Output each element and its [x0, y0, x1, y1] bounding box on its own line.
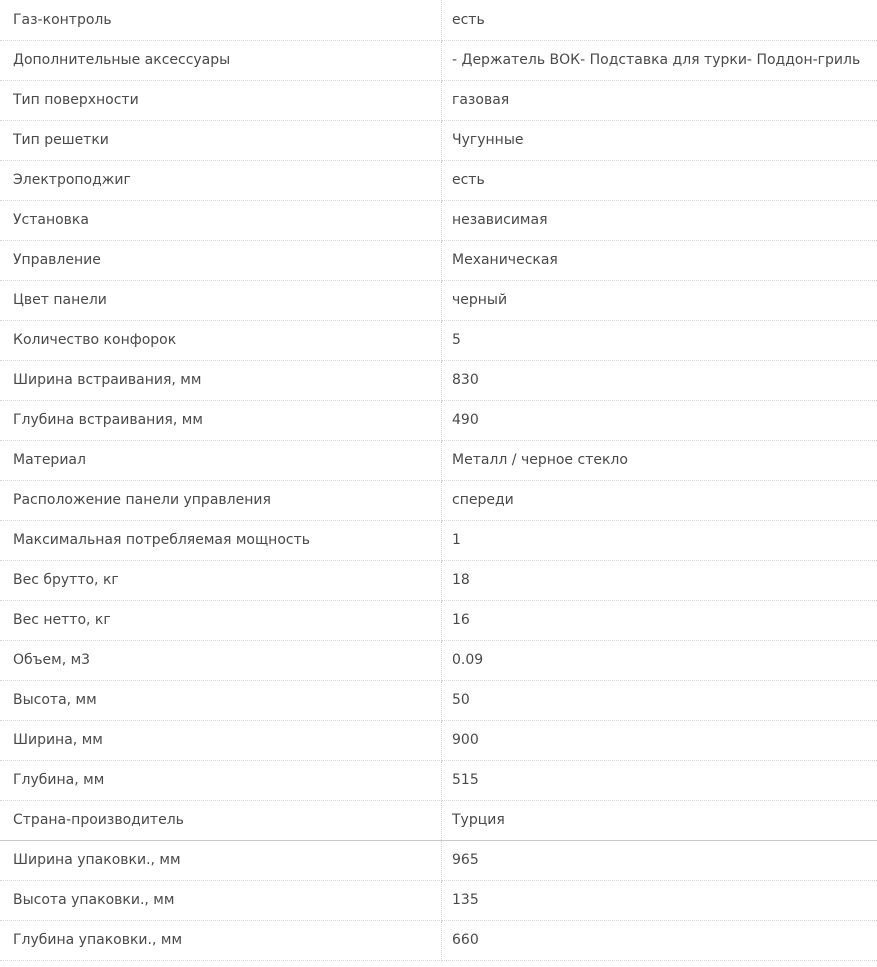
spec-value: 0.09: [442, 640, 877, 680]
spec-label: Материал: [0, 440, 442, 480]
spec-value: спереди: [442, 480, 877, 520]
spec-value: 135: [442, 880, 877, 920]
spec-row-depth: [0, 760, 877, 800]
spec-row-burner-count: [0, 320, 877, 360]
spec-row-gross-weight: [0, 560, 877, 600]
spec-label: Тип решетки: [0, 120, 442, 160]
spec-label: Количество конфорок: [0, 320, 442, 360]
spec-row-grate-type: [0, 120, 877, 160]
spec-value: 830: [442, 360, 877, 400]
spec-row-height: [0, 680, 877, 720]
spec-value: 50: [442, 680, 877, 720]
spec-value: черный: [442, 280, 877, 320]
spec-label: Вес брутто, кг: [0, 560, 442, 600]
spec-label: Глубина встраивания, мм: [0, 400, 442, 440]
spec-value: Чугунные: [442, 120, 877, 160]
spec-label: Расположение панели управления: [0, 480, 442, 520]
spec-value: 965: [442, 840, 877, 880]
spec-label: Максимальная потребляемая мощность: [0, 520, 442, 560]
spec-label: Установка: [0, 200, 442, 240]
spec-value: 16: [442, 600, 877, 640]
spec-row-net-weight: [0, 600, 877, 640]
spec-value: 900: [442, 720, 877, 760]
spec-label: Объем, м3: [0, 640, 442, 680]
spec-row-surface-type: [0, 80, 877, 120]
spec-label: Ширина, мм: [0, 720, 442, 760]
spec-value: есть: [442, 0, 877, 40]
spec-label: Ширина упаковки., мм: [0, 840, 442, 880]
spec-label: Страна-производитель: [0, 800, 442, 840]
spec-label: Цвет панели: [0, 280, 442, 320]
spec-value: Механическая: [442, 240, 877, 280]
spec-value: Металл / черное стекло: [442, 440, 877, 480]
spec-value: независимая: [442, 200, 877, 240]
spec-label: Высота упаковки., мм: [0, 880, 442, 920]
spec-row-control-panel-position: [0, 480, 877, 520]
spec-row-electric-ignition: [0, 160, 877, 200]
spec-row-builtin-depth: [0, 400, 877, 440]
spec-label: Ширина встраивания, мм: [0, 360, 442, 400]
spec-value: Турция: [442, 800, 877, 840]
spec-row-volume: [0, 640, 877, 680]
spec-row-material: [0, 440, 877, 480]
spec-value: 660: [442, 920, 877, 960]
spec-row-country: [0, 800, 877, 840]
spec-value: - Держатель ВОК- Подставка для турки- Поддон-гриль: [442, 40, 877, 80]
spec-row-accessories: [0, 40, 877, 80]
spec-value: есть: [442, 160, 877, 200]
spec-label: Электроподжиг: [0, 160, 442, 200]
spec-row-gas-control: [0, 0, 877, 40]
spec-row-package-height: [0, 880, 877, 920]
spec-label: Дополнительные аксессуары: [0, 40, 442, 80]
spec-value: 1: [442, 520, 877, 560]
spec-row-package-depth: [0, 920, 877, 960]
spec-label: Высота, мм: [0, 680, 442, 720]
spec-row-package-width: [0, 840, 877, 880]
spec-value: 490: [442, 400, 877, 440]
spec-label: Глубина, мм: [0, 760, 442, 800]
spec-value: 515: [442, 760, 877, 800]
spec-value: 5: [442, 320, 877, 360]
spec-row-max-power: [0, 520, 877, 560]
spec-value: газовая: [442, 80, 877, 120]
spec-row-width: [0, 720, 877, 760]
spec-row-control: [0, 240, 877, 280]
spec-value: 18: [442, 560, 877, 600]
spec-row-builtin-width: [0, 360, 877, 400]
spec-row-panel-color: [0, 280, 877, 320]
spec-label: Управление: [0, 240, 442, 280]
spec-label: Глубина упаковки., мм: [0, 920, 442, 960]
spec-label: Вес нетто, кг: [0, 600, 442, 640]
spec-label: Тип поверхности: [0, 80, 442, 120]
spec-label: Газ-контроль: [0, 0, 442, 40]
spec-row-installation: [0, 200, 877, 240]
